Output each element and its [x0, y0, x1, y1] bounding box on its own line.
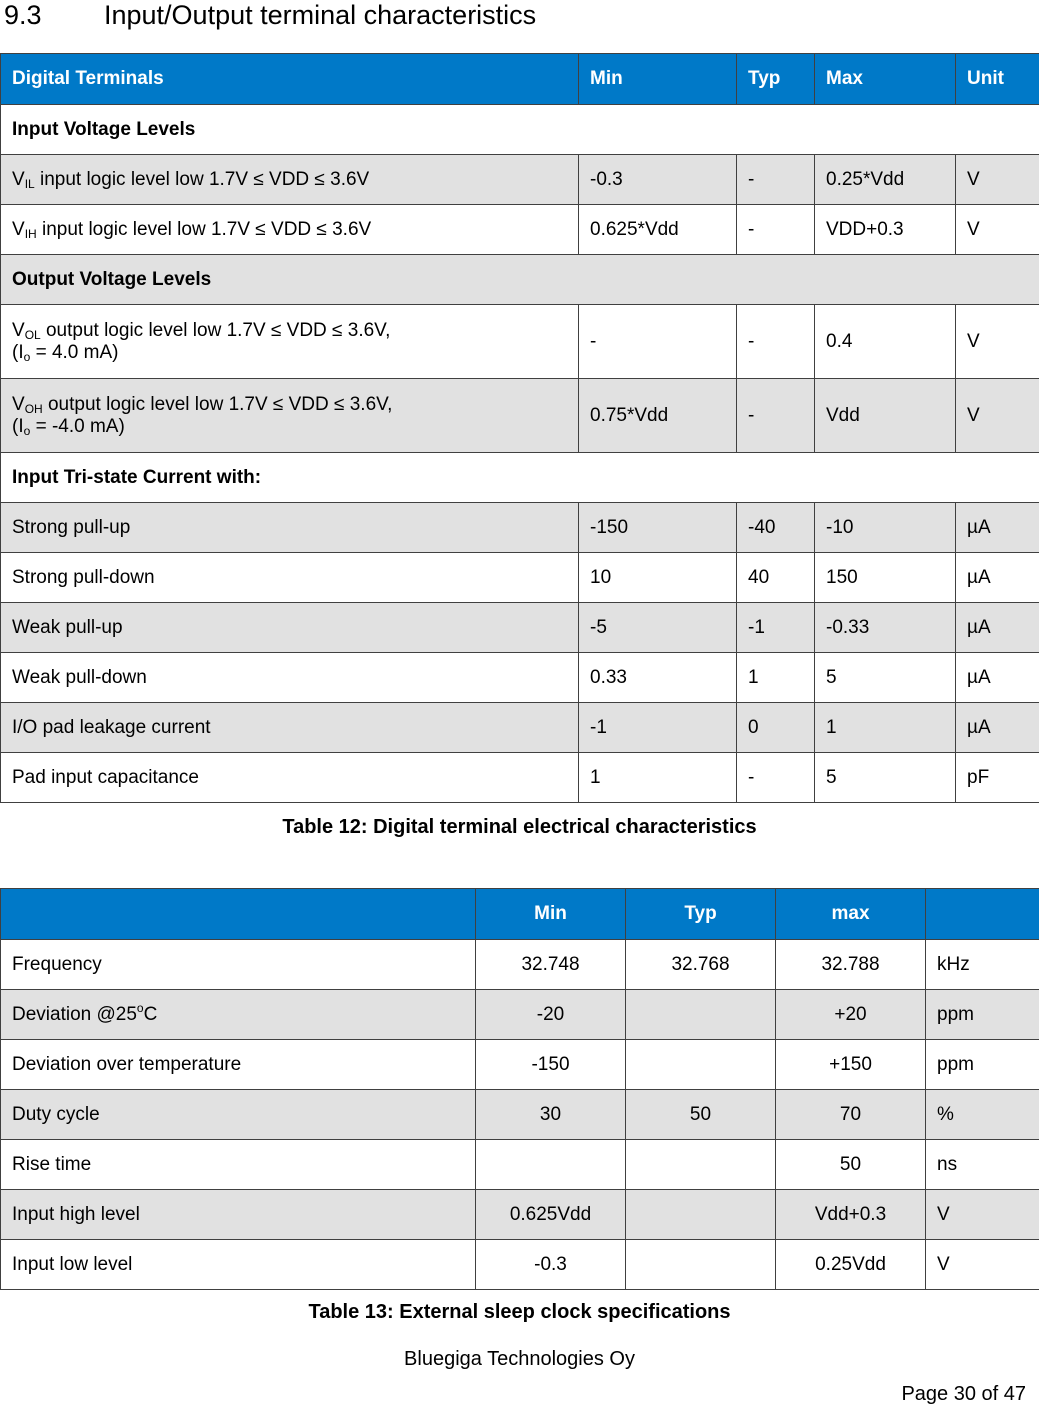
- header-max: max: [776, 889, 926, 940]
- table-row: [1, 379, 1039, 453]
- typ-cell: 32.768: [626, 940, 776, 990]
- table-header-row: [1, 54, 1039, 105]
- typ-cell: -40: [737, 503, 815, 553]
- typ-cell: [626, 1040, 776, 1090]
- table-row: [1, 653, 1039, 703]
- unit-cell: µA: [956, 603, 1039, 653]
- min-cell: 0.625Vdd: [476, 1190, 626, 1240]
- header-typ: Typ: [626, 889, 776, 940]
- table-row: [1, 305, 1039, 379]
- section-output-voltage: Output Voltage Levels: [1, 255, 1039, 305]
- min-cell: -: [579, 305, 737, 379]
- unit-cell: µA: [956, 703, 1039, 753]
- table-row: [1, 1140, 1039, 1190]
- header-unit: Unit: [956, 54, 1039, 105]
- typ-cell: -: [737, 379, 815, 453]
- max-cell: VDD+0.3: [815, 205, 956, 255]
- unit-cell: µA: [956, 503, 1039, 553]
- max-cell: 32.788: [776, 940, 926, 990]
- param-cell: Input low level: [1, 1240, 476, 1290]
- table-row: [1, 703, 1039, 753]
- table-13-caption: Table 13: External sleep clock specifications: [0, 1301, 1039, 1324]
- typ-cell: [626, 1140, 776, 1190]
- max-cell: -0.33: [815, 603, 956, 653]
- footer-company: Bluegiga Technologies Oy: [0, 1348, 1039, 1371]
- typ-cell: 40: [737, 553, 815, 603]
- min-cell: 0.33: [579, 653, 737, 703]
- unit-cell: kHz: [926, 940, 1039, 990]
- min-cell: 32.748: [476, 940, 626, 990]
- table-row: [1, 1240, 1039, 1290]
- header-unit-blank: [926, 889, 1039, 940]
- header-max: Max: [815, 54, 956, 105]
- max-cell: +20: [776, 990, 926, 1040]
- unit-cell: V: [956, 155, 1039, 205]
- typ-cell: -: [737, 205, 815, 255]
- unit-cell: pF: [956, 753, 1039, 803]
- min-cell: -150: [476, 1040, 626, 1090]
- unit-cell: V: [926, 1240, 1039, 1290]
- table-header-row: [1, 889, 1039, 940]
- typ-cell: [626, 990, 776, 1040]
- table-row: [1, 205, 1039, 255]
- unit-cell: µA: [956, 553, 1039, 603]
- unit-cell: µA: [956, 653, 1039, 703]
- unit-cell: V: [956, 305, 1039, 379]
- header-min: Min: [476, 889, 626, 940]
- table-row: [1, 1190, 1039, 1240]
- param-cell: Duty cycle: [1, 1090, 476, 1140]
- min-cell: -0.3: [579, 155, 737, 205]
- min-cell: -5: [579, 603, 737, 653]
- min-cell: -1: [579, 703, 737, 753]
- param-cell: $V_{OH}$ output logic level low 1.7V ≤ VDD ≤ 3.6V, ($I_o = -4.0$ mA): [1, 379, 579, 453]
- param-cell: Weak pull-up: [1, 603, 579, 653]
- section-title: Input/Output terminal characteristics: [104, 0, 536, 30]
- table-row: [1, 603, 1039, 653]
- max-cell: 70: [776, 1090, 926, 1140]
- table-row: [1, 1090, 1039, 1140]
- max-cell: -10: [815, 503, 956, 553]
- table-row: [1, 1040, 1039, 1090]
- param-cell: $V_{OL}$ output logic level low 1.7V ≤ VDD ≤ 3.6V, ($I_o = 4.0$ mA): [1, 305, 579, 379]
- param-cell: Input high level: [1, 1190, 476, 1240]
- unit-cell: ppm: [926, 1040, 1039, 1090]
- unit-cell: ppm: [926, 990, 1039, 1040]
- max-cell: 0.4: [815, 305, 956, 379]
- max-cell: 0.25*Vdd: [815, 155, 956, 205]
- typ-cell: -: [737, 305, 815, 379]
- param-cell: Pad input capacitance: [1, 753, 579, 803]
- typ-cell: 50: [626, 1090, 776, 1140]
- max-cell: Vdd+0.3: [776, 1190, 926, 1240]
- max-cell: 5: [815, 753, 956, 803]
- min-cell: 10: [579, 553, 737, 603]
- unit-cell: ns: [926, 1140, 1039, 1190]
- typ-cell: [626, 1190, 776, 1240]
- table-row: [1, 553, 1039, 603]
- param-cell: Strong pull-down: [1, 553, 579, 603]
- min-cell: -150: [579, 503, 737, 553]
- typ-cell: -: [737, 753, 815, 803]
- section-heading: [4, 0, 536, 30]
- max-cell: 150: [815, 553, 956, 603]
- param-cell: $V_{IH}$ input logic level low 1.7V ≤ VDD ≤ 3.6V: [1, 205, 579, 255]
- table-row: [1, 155, 1039, 205]
- typ-cell: -1: [737, 603, 815, 653]
- table-row: [1, 940, 1039, 990]
- max-cell: 0.25Vdd: [776, 1240, 926, 1290]
- digital-terminals-table: [0, 53, 1039, 803]
- param-cell: Deviation @25$^o$C: [1, 990, 476, 1040]
- sleep-clock-table: [0, 888, 1039, 1290]
- header-typ: Typ: [737, 54, 815, 105]
- param-cell: Weak pull-down: [1, 653, 579, 703]
- max-cell: 50: [776, 1140, 926, 1190]
- min-cell: -20: [476, 990, 626, 1040]
- min-cell: 0.625*Vdd: [579, 205, 737, 255]
- typ-cell: [626, 1240, 776, 1290]
- header-blank: [1, 889, 476, 940]
- header-min: Min: [579, 54, 737, 105]
- section-row: [1, 255, 1039, 305]
- max-cell: 1: [815, 703, 956, 753]
- unit-cell: %: [926, 1090, 1039, 1140]
- param-cell: $V_{IL}$ input logic level low 1.7V ≤ VDD ≤ 3.6V: [1, 155, 579, 205]
- unit-cell: V: [956, 379, 1039, 453]
- page-number: Page 30 of 47: [901, 1383, 1026, 1406]
- min-cell: 1: [579, 753, 737, 803]
- typ-cell: 0: [737, 703, 815, 753]
- param-cell: I/O pad leakage current: [1, 703, 579, 753]
- table-row: [1, 753, 1039, 803]
- section-number: 9.3: [4, 0, 104, 30]
- section-row: [1, 105, 1039, 155]
- unit-cell: V: [926, 1190, 1039, 1240]
- min-cell: -0.3: [476, 1240, 626, 1290]
- param-cell: Deviation over temperature: [1, 1040, 476, 1090]
- unit-cell: V: [956, 205, 1039, 255]
- table-row: [1, 503, 1039, 553]
- header-digital-terminals: Digital Terminals: [1, 54, 579, 105]
- min-cell: [476, 1140, 626, 1190]
- table-row: [1, 990, 1039, 1040]
- section-input-voltage: Input Voltage Levels: [1, 105, 1039, 155]
- table-12-caption: Table 12: Digital terminal electrical characteristics: [0, 816, 1039, 839]
- max-cell: Vdd: [815, 379, 956, 453]
- min-cell: 0.75*Vdd: [579, 379, 737, 453]
- max-cell: +150: [776, 1040, 926, 1090]
- typ-cell: -: [737, 155, 815, 205]
- typ-cell: 1: [737, 653, 815, 703]
- min-cell: 30: [476, 1090, 626, 1140]
- section-row: [1, 453, 1039, 503]
- section-tristate: Input Tri-state Current with:: [1, 453, 1039, 503]
- max-cell: 5: [815, 653, 956, 703]
- param-cell: Rise time: [1, 1140, 476, 1190]
- param-cell: Strong pull-up: [1, 503, 579, 553]
- param-cell: Frequency: [1, 940, 476, 990]
